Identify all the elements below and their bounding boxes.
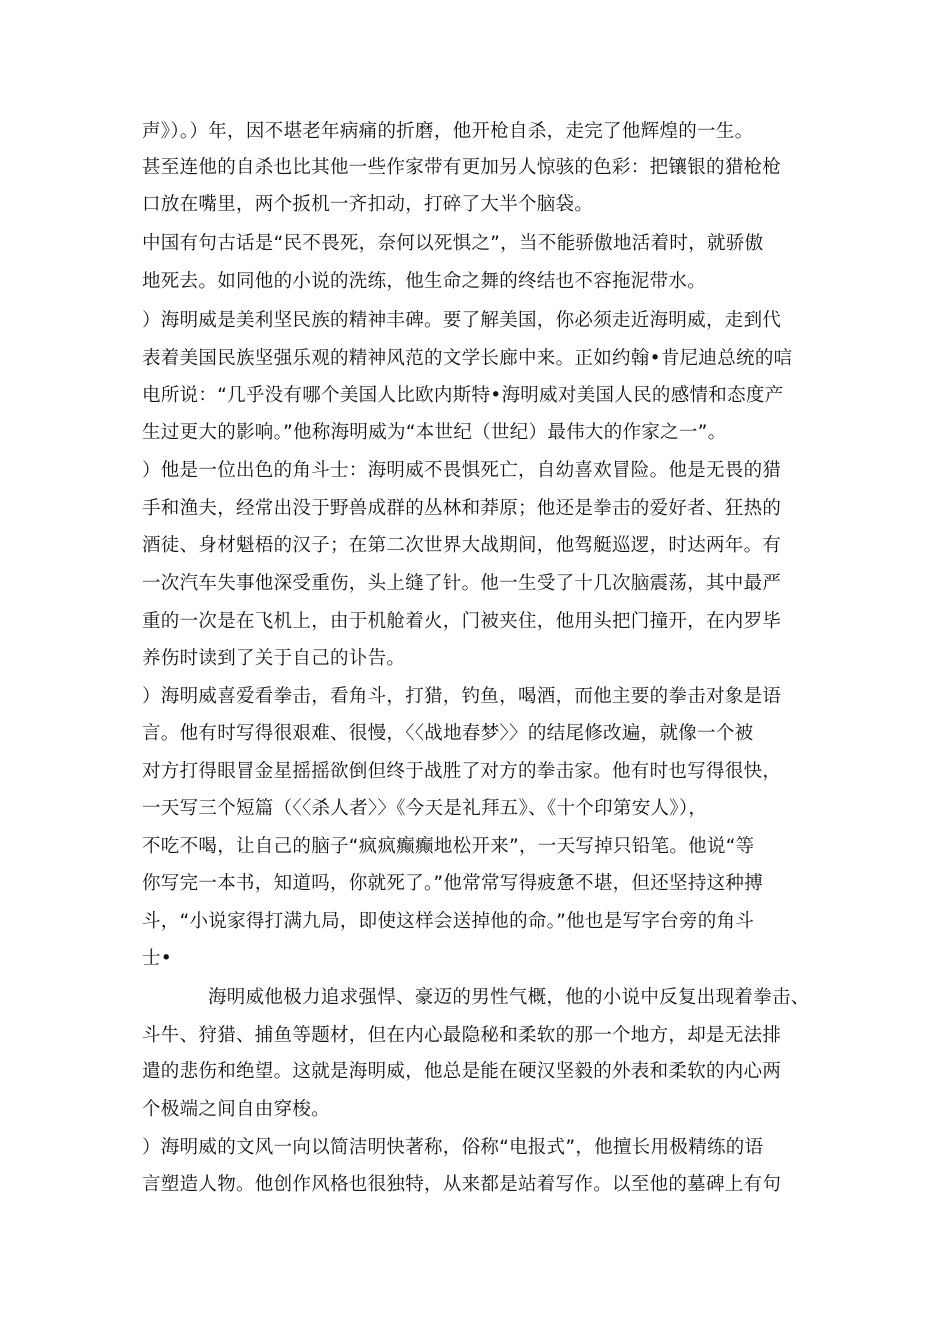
text-line: 斗牛、狩猎、捕鱼等题材，但在内心最隐秘和柔软的那一个地方，却是无法排 bbox=[142, 1025, 782, 1046]
text-line: 一次汽车失事他深受重伤，头上缝了针。他一生受了十几次脑震荡，其中最严 bbox=[142, 573, 782, 594]
text-line: ）他是一位出色的角斗士：海明威不畏惧死亡，自幼喜欢冒险。他是无畏的猎 bbox=[142, 460, 782, 481]
text-line: 重的一次是在飞机上，由于机舱着火，门被夹住，他用头把门撞开，在内罗毕 bbox=[142, 611, 782, 632]
text-line: 电所说：“几乎没有哪个美国人比欧内斯特•海明威对美国人民的感情和态度产 bbox=[142, 385, 784, 406]
text-line: ）海明威的文风一向以简洁明快著称，俗称“电报式”，他擅长用极精练的语 bbox=[142, 1137, 764, 1158]
text-line: 地死去。如同他的小说的洗练，他生命之舞的终结也不容拖泥带水。 bbox=[142, 271, 707, 292]
text-line: 士• bbox=[142, 948, 173, 969]
text-line: 对方打得眼冒金星摇摇欲倒但终于战胜了对方的拳击家。他有时也写得很快， bbox=[142, 761, 782, 782]
text-line: 声》）。）年，因不堪老年病痛的折磨，他开枪自杀，走完了他辉煌的一生。 bbox=[142, 121, 754, 142]
text-line: ）海明威喜爱看拳击，看角斗，打猎，钓鱼，喝酒，而他主要的拳击对象是语 bbox=[142, 686, 782, 707]
text-line: 个极端之间自由穿梭。 bbox=[142, 1099, 331, 1120]
text-line-indented: 海明威他极力追求强悍、豪迈的男性气概，他的小说中反复出现着拳击、 bbox=[208, 987, 810, 1008]
text-line: 一天写三个短篇（〈〈杀人者〉〉《今天是礼拜五》、《十个印第安人》）， bbox=[142, 798, 708, 819]
text-line: 言塑造人物。他创作风格也很独特，从来都是站着写作。以至他的墓碑上有句 bbox=[142, 1174, 782, 1195]
text-line: 中国有句古话是“民不畏死，奈何以死惧之”，当不能骄傲地活着时，就骄傲 bbox=[142, 233, 764, 254]
text-line: 生过更大的影响。”他称海明威为“本世纪（世纪）最伟大的作家之一”。 bbox=[142, 422, 727, 443]
text-line: 手和渔夫，经常出没于野兽成群的丛林和莽原；他还是拳击的爱好者、狂热的 bbox=[142, 498, 782, 519]
text-line: 不吃不喝，让自己的脑子“疯疯癫癫地松开来”，一天写掉只铅笔。他说“等 bbox=[142, 836, 755, 857]
text-line: 口放在嘴里，两个扳机一齐扣动，打碎了大半个脑袋。 bbox=[142, 194, 594, 215]
text-line: 你写完一本书，知道吗，你就死了。”他常常写得疲惫不堪，但还坚持这种搏 bbox=[142, 873, 764, 894]
text-line: 言。他有时写得很艰难、很慢，〈〈战地春梦〉〉的结尾修改遍，就像一个被 bbox=[142, 723, 754, 744]
text-line: 遣的悲伤和绝望。这就是海明威，他总是能在硬汉坚毅的外表和柔软的内心两 bbox=[142, 1061, 782, 1082]
text-line: ）海明威是美利坚民族的精神丰碑。要了解美国，你必须走近海明威，走到代 bbox=[142, 310, 782, 331]
text-line: 酒徒、身材魁梧的汉子；在第二次世界大战期间，他驾艇巡逻，时达两年。有 bbox=[142, 535, 782, 556]
text-line: 养伤时读到了关于自己的讣告。 bbox=[142, 648, 406, 669]
text-line: 斗，“小说家得打满九局，即使这样会送掉他的命。”他也是写字台旁的角斗 bbox=[142, 911, 755, 932]
text-line: 表着美国民族坚强乐观的精神风范的文学长廊中来。正如约翰•肯尼迪总统的唁 bbox=[142, 348, 793, 369]
text-line: 甚至连他的自杀也比其他一些作家带有更加另人惊骇的色彩：把镶银的猎枪枪 bbox=[142, 157, 782, 178]
